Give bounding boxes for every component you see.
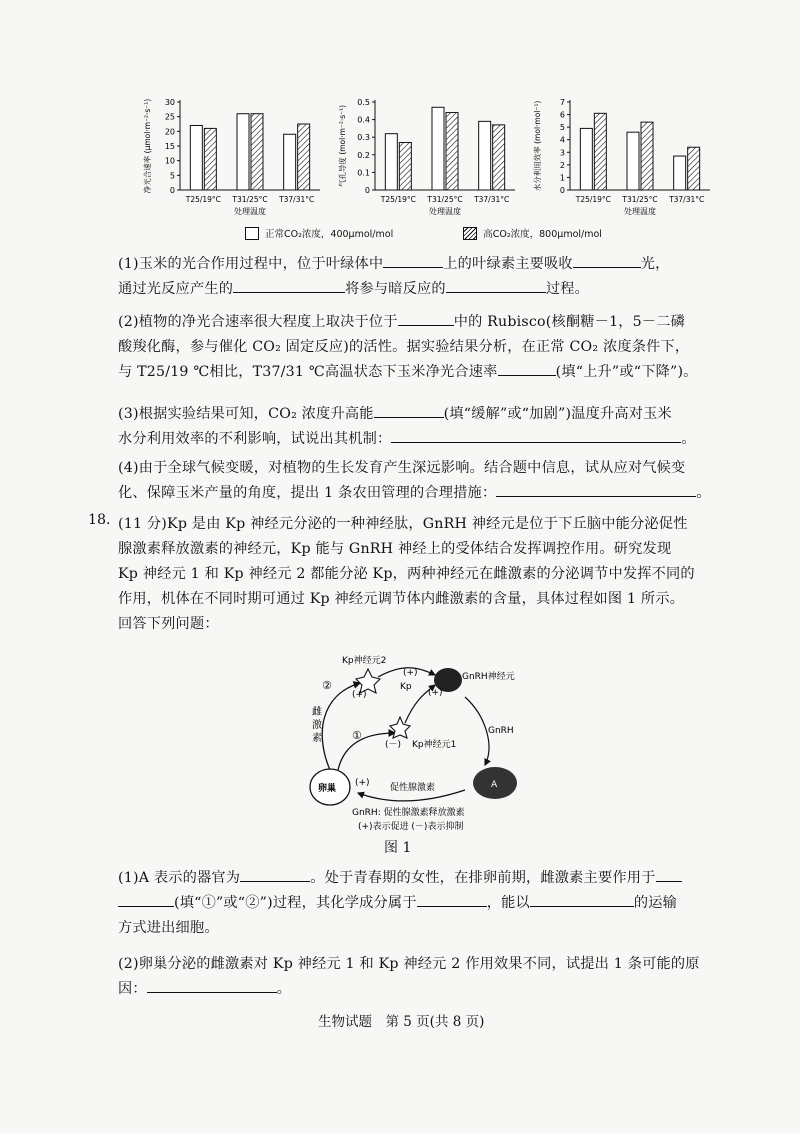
- x-tick-label: T25/19°C: [575, 195, 611, 204]
- bar-normal-0: [190, 125, 202, 190]
- bar-normal-2: [479, 121, 491, 190]
- bar-normal-2: [284, 134, 296, 190]
- q17-part3: (3)根据实验结果可知，CO₂ 浓度升高能 (填“缓解”或“加剧”)温度升高对玉米 水分利用效率的不利影响，试说出其机制： 。: [118, 402, 718, 452]
- diagram-note-1: GnRH: 促性腺激素释放激素: [352, 808, 465, 818]
- bar-normal-1: [627, 132, 639, 190]
- arrow-estrogen-to-kp1: [338, 733, 395, 770]
- label-fsh: 促性腺激素: [390, 783, 436, 793]
- bar-high-1: [641, 122, 653, 190]
- x-axis-label: 处理温度: [624, 207, 656, 216]
- svg-text:(+): (+): [352, 690, 367, 700]
- y-tick-label: 0: [169, 186, 175, 195]
- label-ovary: 卵巢: [318, 784, 337, 794]
- bar-normal-0: [385, 134, 397, 190]
- y-tick-label: 6: [559, 110, 565, 120]
- x-tick-label: T37/31°C: [474, 195, 510, 204]
- bar-high-0: [399, 142, 411, 190]
- q17-part4: (4)由于全球气候变暖，对植物的生长发育产生深远影响。结合题中信息，试从应对气候变 化、保障玉米产量的角度，提出 1 条农田管理的合理措施： 。: [118, 460, 711, 501]
- diagram-note-2: (+)表示促进 (－)表示抑制: [358, 822, 464, 832]
- x-tick-label: T31/25°C: [622, 195, 658, 204]
- bar-high-0: [204, 128, 216, 190]
- bar-high-0: [594, 113, 606, 190]
- label-process-1: ①: [352, 729, 362, 742]
- legend-high: 高CO₂浓度，800μmol/mol: [463, 226, 602, 240]
- y-tick-label: 7: [559, 98, 565, 107]
- bar-normal-1: [237, 114, 249, 190]
- y-tick-label: 20: [164, 127, 175, 137]
- bar-high-2: [493, 125, 505, 190]
- y-tick-label: 4: [559, 135, 565, 145]
- y-tick-label: 25: [164, 112, 175, 122]
- x-tick-label: T31/25°C: [232, 195, 268, 204]
- bar-normal-1: [432, 107, 444, 190]
- y-axis-label: 气孔导度 (mol·m⁻²·s⁻¹): [338, 104, 347, 188]
- x-axis-label: 处理温度: [234, 207, 266, 216]
- x-tick-label: T37/31°C: [279, 195, 315, 204]
- y-tick-label: 10: [164, 156, 175, 166]
- chart-legend: [245, 226, 602, 240]
- x-tick-label: T25/19°C: [185, 195, 221, 204]
- y-tick-label: 0: [559, 186, 565, 195]
- label-kp-neuron-1: Kp神经元1: [412, 740, 457, 750]
- y-tick-label: 15: [164, 142, 175, 151]
- figure-caption: 图 1: [384, 840, 412, 856]
- label-gnrh-neuron: GnRH神经元: [462, 672, 515, 682]
- x-tick-label: T31/25°C: [427, 195, 463, 204]
- q18-number: 18.: [88, 512, 111, 528]
- bar-high-1: [251, 114, 263, 190]
- y-tick-label: 5: [169, 171, 175, 181]
- y-tick-label: 1: [559, 173, 565, 183]
- y-tick-label: 0.2: [357, 150, 370, 160]
- y-axis-label: 净光合速率 (μmol·m⁻²·s⁻¹): [143, 98, 152, 194]
- page-footer: 生物试题 第 5 页(共 8 页): [318, 1014, 485, 1030]
- bar-normal-0: [580, 128, 592, 190]
- q17-part1: (1)玉米的光合作用过程中，位于叶绿体中 上的叶绿素主要吸收 光， 通过光反应产生的 将参与暗反应的 过程。: [118, 252, 718, 302]
- y-tick-label: 0.3: [357, 133, 370, 143]
- label-gnrh: GnRH: [488, 726, 514, 736]
- x-axis-label: 处理温度: [429, 207, 461, 216]
- y-tick-label: 2: [559, 160, 565, 170]
- label-process-2: ②: [322, 679, 332, 692]
- x-tick-label: T37/31°C: [669, 195, 705, 204]
- svg-text:(+): (+): [403, 668, 418, 678]
- chart-net-photosynthesis: [140, 92, 330, 222]
- svg-text:(+): (+): [428, 688, 443, 698]
- chart-water-use-efficiency: [530, 92, 720, 222]
- q18-part2: (2)卵巢分泌的雌激素对 Kp 神经元 1 和 Kp 神经元 2 作用效果不同，试提出 1 条可能的原 因： 。: [118, 956, 700, 997]
- bar-high-2: [298, 124, 310, 190]
- kp-neuron-1-shape: [390, 717, 410, 738]
- y-tick-label: 5: [559, 123, 565, 133]
- label-organ-a: A: [491, 780, 498, 790]
- y-axis-label: 水分利用效率 (mol·mol⁻¹): [533, 100, 542, 192]
- svg-text:(－): (－): [385, 740, 402, 750]
- q17-part2: (2)植物的净光合速率很大程度上取决于位于 中的 Rubisco(核酮糖－1，5－二磷 酸羧化酶，参与催化 CO₂ 固定反应)的活性。据实验结果分析，在正常 CO₂ 浓度条件下， 与 T25/19 ℃相比，T37/31 ℃高温状态下玉米净光合速率 (填“上升”或“下降”)。: [118, 310, 718, 385]
- y-tick-label: 0.1: [357, 168, 370, 178]
- figure-1-diagram: [300, 655, 530, 835]
- bar-high-2: [688, 147, 700, 190]
- label-estrogen: [312, 705, 322, 744]
- chart-stomatal-conductance: [335, 92, 525, 222]
- y-tick-label: 30: [164, 98, 175, 107]
- q18-stem: (11 分)Kp 是由 Kp 神经元分泌的一种神经肽，GnRH 神经元是位于下丘脑中能分泌促性 腺激素释放激素的神经元，Kp 能与 GnRH 神经上的受体结合发挥调控作用。研究发现 Kp 神经元 1 和 Kp 神经元 2 都能分泌 Kp，两种神经元在雌激素的分泌调节中发挥不同的 作用，机体在不同时期可通过 Kp 神经元调节体内雌激素的含量，具体过程如图 1 所示。 回答下列问题：: [118, 516, 695, 632]
- y-tick-label: 0.5: [357, 98, 370, 107]
- bar-high-1: [446, 113, 458, 190]
- legend-normal: 正常CO₂浓度，400μmol/mol: [245, 226, 393, 240]
- y-tick-label: 0: [364, 186, 370, 195]
- x-tick-label: T25/19°C: [380, 195, 416, 204]
- y-tick-label: 3: [559, 148, 565, 158]
- y-tick-label: 0.4: [357, 115, 370, 125]
- label-kp-neuron-2: Kp神经元2: [342, 656, 387, 666]
- bar-charts: [140, 92, 720, 232]
- bar-normal-2: [674, 156, 686, 190]
- label-kp: Kp: [400, 682, 412, 692]
- svg-text:雌激素: 雌激素: [312, 707, 322, 744]
- q18-part1: (1)A 表示的器官为 。处于青春期的女性，在排卵前期，雌激素主要作用于 (填“①”或“②”)过程，其化学成分属于 ，能以 的运输 方式进出细胞。: [118, 866, 718, 941]
- svg-text:(+): (+): [355, 778, 370, 788]
